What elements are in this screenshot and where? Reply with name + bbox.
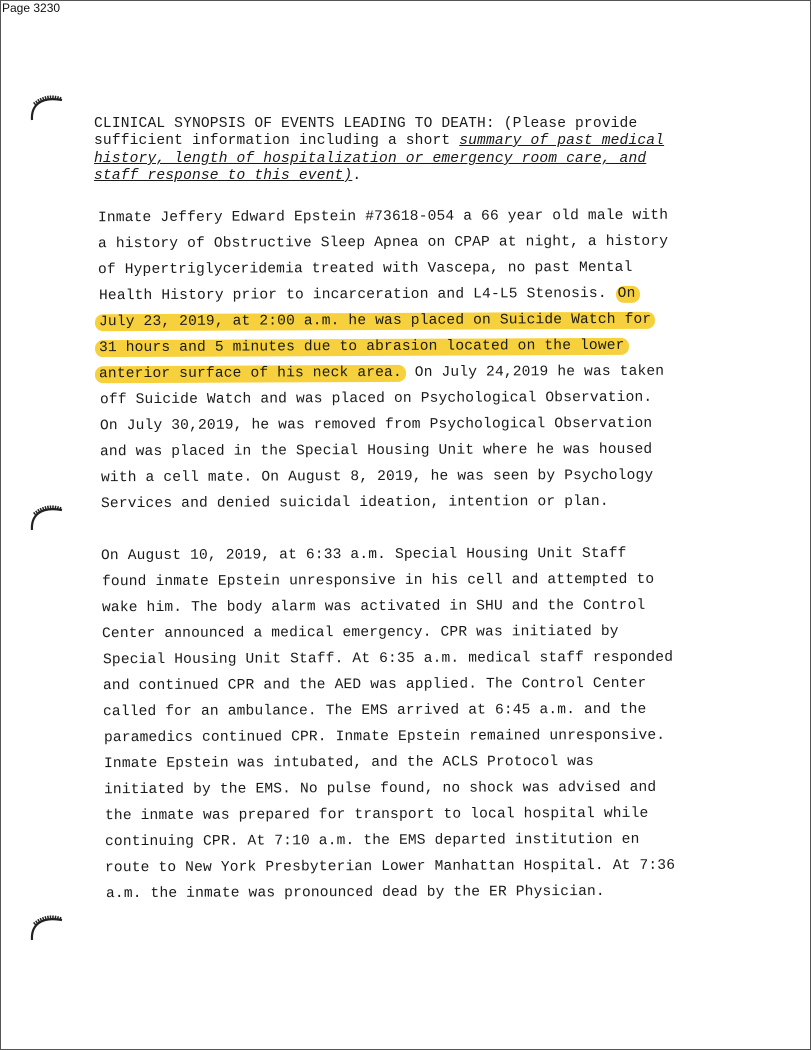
highlighted-text: anterior surface of his neck area. [95, 365, 406, 383]
page-number-label: Page 3230 [2, 1, 61, 15]
paragraph-line: off Suicide Watch and was placed on Psychological Observation. [99, 389, 653, 409]
paragraph-line: paramedics continued CPR. Inmate Epstein remained unresponsive. [103, 727, 666, 747]
heading-line [94, 168, 361, 184]
paragraph-line: continuing CPR. At 7:10 a.m. the EMS departed institution en [104, 831, 640, 851]
paragraph-line [99, 364, 664, 382]
paragraph-line: the inmate was prepared for transport to local hospital while [104, 805, 649, 825]
punch-hole-mark-icon [28, 502, 66, 532]
paragraph-line: Special Housing Unit Staff. At 6:35 a.m. medical staff responded [102, 649, 674, 669]
highlighted-text: July 23, 2019, at 2:00 a.m. he was placed on Suicide Watch for [95, 312, 655, 331]
heading-text: sufficient information including a short [94, 133, 460, 149]
paragraph-line [99, 312, 655, 330]
paragraph-line: Inmate Jeffery Edward Epstein #73618-054 a 66 year old male with [97, 207, 669, 227]
heading-underlined-text: history, length of hospitalization or emergency room care, and [94, 151, 647, 167]
heading-line [94, 151, 646, 167]
heading-underlined-text: staff response to this event) [94, 168, 353, 184]
highlighted-text: 31 hours and 5 minutes due to abrasion located on the lower [95, 338, 629, 357]
paragraph-line: called for an ambulance. The EMS arrived at 6:45 a.m. and the [102, 701, 647, 721]
heading-line [94, 133, 664, 149]
paragraph-line: On August 10, 2019, at 6:33 a.m. Special Housing Unit Staff [100, 545, 627, 565]
punch-hole-mark-icon [28, 92, 66, 122]
heading-line: CLINICAL SYNOPSIS OF EVENTS LEADING TO DEATH: (Please provide [94, 116, 638, 132]
punch-hole-mark-icon [28, 912, 66, 942]
paragraph-line: On July 30,2019, he was removed from Psychological Observation [99, 415, 653, 435]
highlighted-text: On [616, 286, 641, 303]
paragraph-line: with a cell mate. On August 8, 2019, he was seen by Psychology [100, 467, 654, 487]
paragraph-line: route to New York Presbyterian Lower Manhattan Hospital. At 7:36 [104, 857, 676, 877]
paragraph-line: wake him. The body alarm was activated in SHU and the Control [101, 597, 646, 617]
paragraph-line: and continued CPR and the AED was applied. The Control Center [102, 675, 647, 695]
paragraph-line: and was placed in the Special Housing Unit where he was housed [99, 441, 653, 461]
paragraph-line [99, 338, 629, 356]
heading-text: . [352, 168, 362, 184]
paragraph-line: of Hypertriglyceridemia treated with Vascepa, no past Mental [97, 259, 633, 279]
paragraph-line: Inmate Epstein was intubated, and the ACLS Protocol was [103, 753, 594, 773]
paragraph-line: Center announced a medical emergency. CPR was initiated by [101, 623, 619, 643]
paragraph-line: a.m. the inmate was pronounced dead by the ER Physician. [105, 883, 605, 903]
paragraph-text: On July 24,2019 he was taken [405, 363, 665, 381]
paragraph-line: a history of Obstructive Sleep Apnea on CPAP at night, a history [97, 233, 669, 253]
paragraph-line: found inmate Epstein unresponsive in his cell and attempted to [101, 571, 655, 591]
paragraph-line: initiated by the EMS. No pulse found, no shock was advised and [103, 779, 657, 799]
paragraph-line: Services and denied suicidal ideation, intention or plan. [100, 493, 609, 513]
heading-underlined-text: summary of past medical [459, 133, 665, 149]
paragraph-text: Health History prior to incarceration and L4-L5 Stenosis. [98, 285, 616, 305]
paragraph-line [99, 286, 641, 304]
